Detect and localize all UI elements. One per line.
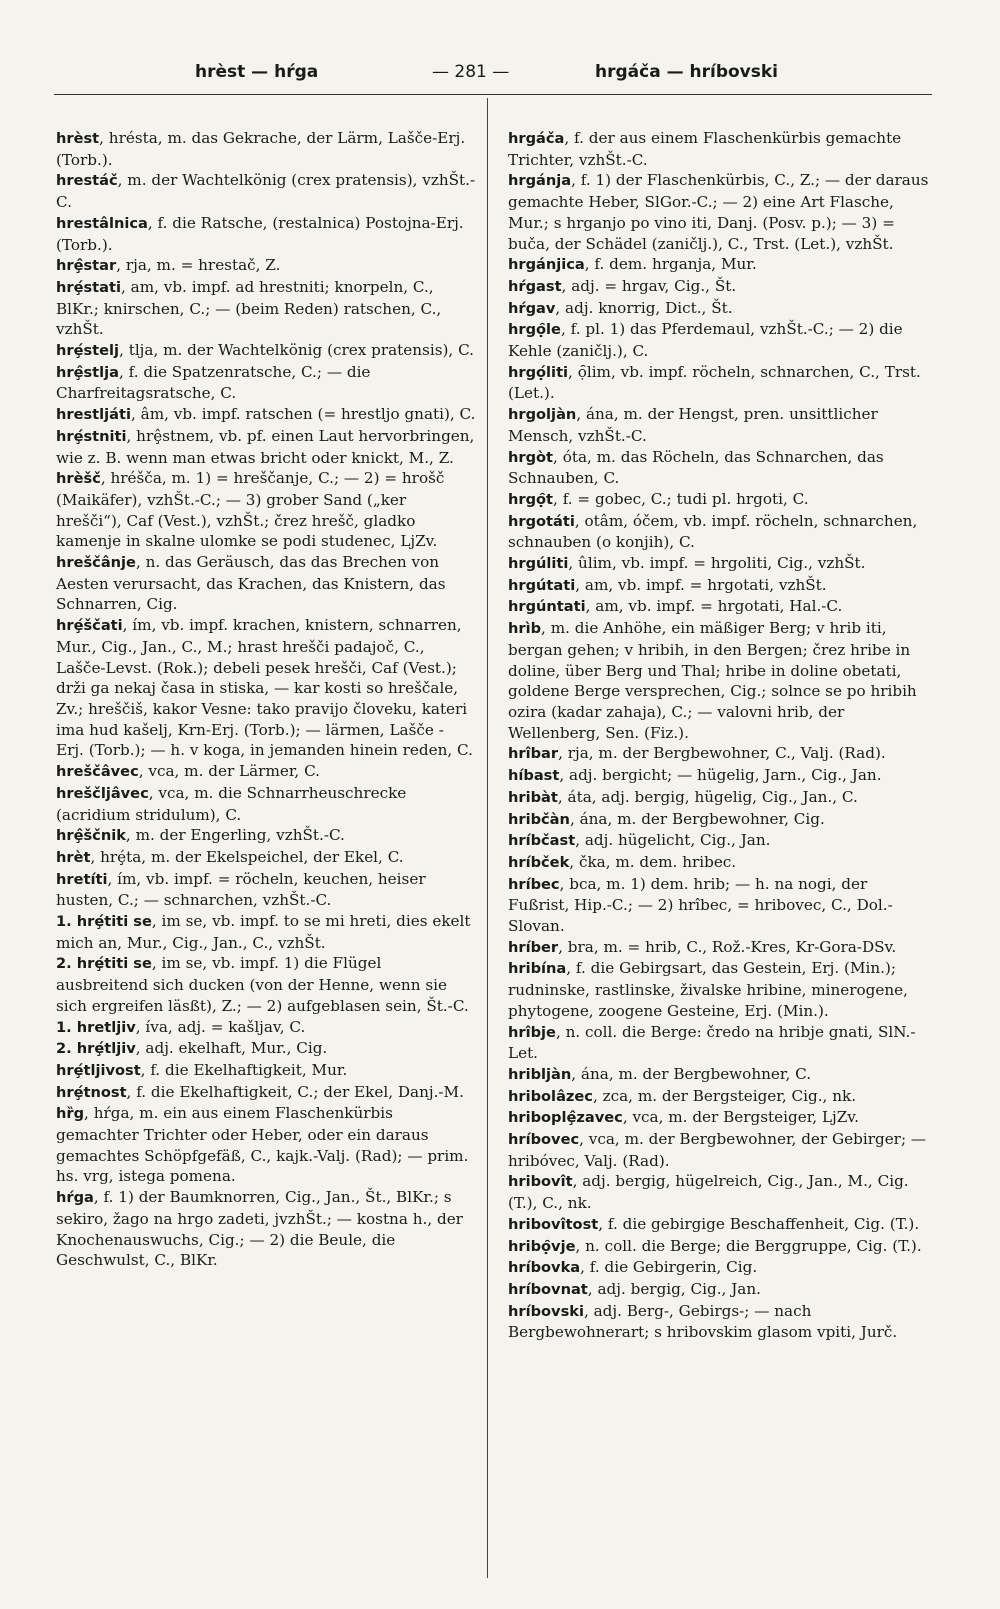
entry-headword: hrèt xyxy=(56,848,91,866)
dictionary-entry xyxy=(56,213,476,255)
entry-headword: hrgọ̑le xyxy=(508,321,561,339)
entry-headword: hríbovec xyxy=(508,1131,580,1149)
entry-definition: , adj. bergig, hügelreich, Cig., Jan., M., Cig. (T.), C., nk. xyxy=(508,1172,909,1213)
entry-headword: hríbčast xyxy=(508,832,576,850)
entry-headword: hribọ̑vje xyxy=(508,1237,576,1255)
dictionary-entry xyxy=(508,874,930,937)
entry-headword: hríbovski xyxy=(508,1302,584,1320)
entry-headword: hretíti xyxy=(56,870,108,888)
entry-headword: hrȩ́tnost xyxy=(56,1083,127,1101)
entry-definition: , hrȩ̂stnem, vb. pf. einen Laut hervorbringen, wie z. B. wenn man etwas bricht oder knickt, M., Z. xyxy=(56,426,475,467)
header-right-range: hrgáča — hríbovski xyxy=(595,62,779,82)
entry-definition: , ọ̑lim, vb. impf. röcheln, schnarchen, C., Trst. (Let.). xyxy=(508,362,921,403)
dictionary-entry xyxy=(56,783,476,825)
entry-headword: hrestáč xyxy=(56,172,118,190)
entry-definition: , am, vb. impf. = hrgotati, Hal.-C. xyxy=(585,597,843,616)
entry-headword: hríber xyxy=(508,938,559,956)
entry-definition: , m. die Anhöhe, ein mäßiger Berg; v hrib iti, bergan gehen; v hribih, in den Bergen; črez hribe in doline, über Berg und Thal; hribe in doline obetati, goldene Berge versprechen, Cig.; solnce se po hribih ozira (kadar zahaja), C.; — valovni hrib, der Wellenberg, Sen. (Fiz.). xyxy=(508,619,917,742)
dictionary-entry xyxy=(508,575,930,597)
dictionary-entry xyxy=(56,825,476,847)
dictionary-entry xyxy=(508,170,930,254)
entry-definition: , m. der Engerling, vzhŠt.-C. xyxy=(125,826,345,845)
entry-definition: , ím, vb. impf. krachen, knistern, schnarren, Mur., Cig., Jan., C., M.; hrast hrešči padajoč, C., Lašče-Levst. (Rok.); debeli pesek hrešči, Caf (Vest.); drži ga nekaj časa in stiska, — kar kosti so hreščale, Zv.; hreščiš, kakor Vesne: tako pravijo človeku, kateri ima hud kašelj, Krn-Erj. (Torb.); — lärmen, Lašče - Erj. (Torb.); — h. v koga, in jemanden hinein reden, C. xyxy=(56,616,473,760)
dictionary-entry xyxy=(56,1017,476,1039)
dictionary-entry xyxy=(56,170,476,212)
dictionary-entry xyxy=(508,404,930,446)
entry-headword: hrgoljàn xyxy=(508,406,577,424)
entry-definition: , adj. hügelicht, Cig., Jan. xyxy=(575,831,771,850)
entry-headword: hribolâzec xyxy=(508,1087,593,1105)
entry-headword: hribovît xyxy=(508,1173,573,1191)
entry-headword: hȑg xyxy=(56,1105,85,1123)
dictionary-entry xyxy=(508,1022,930,1064)
dictionary-entry xyxy=(508,830,930,852)
entry-headword: 1. hrȩ́titi se xyxy=(56,913,152,931)
entry-definition: , adj. knorrig, Dict., Št. xyxy=(555,298,733,317)
dictionary-entry xyxy=(508,1064,930,1086)
entry-definition: , ána, m. der Bergbewohner, C. xyxy=(571,1064,812,1083)
entry-headword: hreščljâvec xyxy=(56,784,149,802)
entry-definition: , im se, vb. impf. to se mi hreti, dies ekelt mich an, Mur., Cig., Jan., C., vzhŠt. xyxy=(56,912,471,952)
dictionary-entry xyxy=(56,1082,476,1104)
entry-headword: hrgáča xyxy=(508,130,565,147)
entry-definition: , âm, vb. impf. ratschen (= hrestljo gnati), C. xyxy=(130,405,476,424)
entry-headword: 1. hretljiv xyxy=(56,1018,136,1036)
entry-definition: , f. 1) der Baumknorren, Cig., Jan., Št., BlKr.; s sekiro, žago na hrgo zadeti, jvzhŠt.; — kostna h., der Knochenauswuchs, Cig.; — 2) die Beule, die Geschwulst, C., BlKr. xyxy=(56,1188,463,1270)
dictionary-entry xyxy=(56,761,476,783)
entry-definition: , adj. bergig, Cig., Jan. xyxy=(587,1279,761,1298)
entry-headword: hriboplȩ̂zavec xyxy=(508,1109,623,1127)
entry-definition: , zca, m. der Bergsteiger, Cig., nk. xyxy=(592,1086,857,1105)
entry-definition: , rja, m. = hrestač, Z. xyxy=(116,256,281,275)
entry-definition: , ím, vb. impf. = röcheln, keuchen, heiser husten, C.; — schnarchen, vzhŠt.-C. xyxy=(56,869,426,910)
dictionary-entry xyxy=(508,1236,930,1258)
entry-headword: 2. hrȩ́tljiv xyxy=(56,1040,136,1058)
entry-definition: , hrȩ́ta, m. der Ekelspeichel, der Ekel, C. xyxy=(90,847,404,866)
entry-headword: hríbec xyxy=(508,875,560,893)
header-left-range: hrèst — hŕga xyxy=(195,62,319,82)
entry-headword: hrestâlnica xyxy=(56,214,148,232)
dictionary-entry xyxy=(508,1257,930,1279)
entry-definition: , hrésta, m. das Gekrache, der Lärm, Lašče-Erj. (Torb.). xyxy=(56,129,466,169)
dictionary-entry xyxy=(508,852,930,874)
dictionary-entry xyxy=(508,596,930,618)
entry-headword: hribàt xyxy=(508,788,558,806)
entry-headword: hríbovnat xyxy=(508,1280,588,1298)
entry-headword: hrîbje xyxy=(508,1023,556,1041)
dictionary-entry xyxy=(508,1301,930,1343)
entry-definition: , áta, adj. bergig, hügelig, Cig., Jan., C. xyxy=(557,787,858,806)
entry-definition: , bra, m. = hrib, C., Rož.-Kres, Kr-Gora-DSv. xyxy=(558,937,897,956)
entry-headword: hrȩ́ščati xyxy=(56,617,123,635)
dictionary-entry xyxy=(56,362,476,404)
entry-definition: , otâm, óčem, vb. impf. röcheln, schnarchen, schnauben (o konjih), C. xyxy=(508,511,918,552)
entry-headword: hrȩ̂star xyxy=(56,257,117,275)
dictionary-entry xyxy=(508,809,930,831)
dictionary-entry xyxy=(56,869,476,911)
dictionary-entry xyxy=(508,1279,930,1301)
entry-headword: hrestljáti xyxy=(56,406,131,424)
entry-definition: , f. dem. hrganja, Mur. xyxy=(584,255,757,274)
entry-headword: hrìb xyxy=(508,620,542,638)
dictionary-entry xyxy=(56,1060,476,1082)
dictionary-entry xyxy=(56,128,476,170)
entry-definition: , tlja, m. der Wachtelkönig (crex pratensis), C. xyxy=(119,341,474,360)
dictionary-entry xyxy=(56,426,476,468)
entry-headword: hreščânje xyxy=(56,554,136,572)
entry-headword: hríbček xyxy=(508,853,570,871)
page-number: — 281 — xyxy=(432,62,510,82)
entry-headword: hribína xyxy=(508,960,567,978)
entry-definition: , am, vb. impf. ad hrestniti; knorpeln, C., BlKr.; knirschen, C.; — (beim Reden) ratschen, C., vzhŠt. xyxy=(56,277,442,339)
entry-headword: hrgúliti xyxy=(508,555,569,573)
entry-headword: hrȩ̂ščnik xyxy=(56,827,126,845)
right-column xyxy=(508,128,930,1343)
entry-definition: , n. coll. die Berge: čredo na hribje gnati, SlN.-Let. xyxy=(508,1022,916,1063)
running-header xyxy=(0,58,1000,88)
dictionary-entry xyxy=(508,319,930,361)
entry-definition: , f. die Gebirgsart, das Gestein, Erj. (Min.); rudninske, rastlinske, živalske hribine, minerogene, phytogene, zoogene Gesteine, Erj. (Min.). xyxy=(508,959,908,1020)
dictionary-entry xyxy=(508,298,930,320)
entry-definition: , f. die Spatzenratsche, C.; — die Charfreitagsratsche, C. xyxy=(56,362,371,403)
dictionary-entry xyxy=(508,276,930,298)
entry-headword: hribčàn xyxy=(508,810,570,828)
entry-headword: hrgánja xyxy=(508,172,572,190)
entry-definition: , m. der Wachtelkönig (crex pratensis), vzhŠt.-C. xyxy=(56,171,476,212)
entry-definition: , n. das Geräusch, das das Brechen von Aesten verursacht, das Krachen, das Knistern, das Schnarren, Cig. xyxy=(56,553,446,614)
dictionary-entry xyxy=(508,511,930,553)
entry-definition: , am, vb. impf. = hrgotati, vzhŠt. xyxy=(575,575,827,594)
entry-headword: hrgúntati xyxy=(508,598,586,616)
entry-definition: , bca, m. 1) dem. hrib; — h. na nogi, der Fußrist, Hip.-C.; — 2) hrîbec, = hribovec, C., Dol.-Slovan. xyxy=(508,874,893,936)
entry-headword: hrȩ́stelj xyxy=(56,342,120,360)
entry-headword: híbast xyxy=(508,767,560,785)
entry-definition: , f. = gobec, C.; tudi pl. hrgoti, C. xyxy=(553,489,809,508)
entry-definition: , im se, vb. impf. 1) die Flügel ausbreitend sich ducken (von der Henne, wenn sie sich ergreifen läsßt), Z.; — 2) aufgeblasen sein, Št.-C. xyxy=(56,954,469,1015)
entry-headword: hrȩ́stniti xyxy=(56,427,127,445)
entry-definition: , adj. bergicht; — hügelig, Jarn., Cig., Jan. xyxy=(559,766,882,785)
entry-headword: hŕgast xyxy=(508,277,562,295)
entry-definition: , hréšča, m. 1) = hreščanje, C.; — 2) = hrošč (Maikäfer), vzhŠt.-C.; — 3) grober Sand („ker hrešči“), Caf (Vest.), vzhŠt.; črez hrešč, gladko kamenje in skalne ulomke se podi studenec, LjZv. xyxy=(56,469,445,551)
dictionary-entry xyxy=(56,255,476,277)
dictionary-entry xyxy=(508,1129,930,1171)
dictionary-entry xyxy=(56,468,476,552)
dictionary-entry xyxy=(56,1103,476,1187)
dictionary-entry xyxy=(508,447,930,489)
entry-definition: , íva, adj. = kašljav, C. xyxy=(135,1017,306,1036)
dictionary-entry xyxy=(56,847,476,869)
entry-headword: hrgọ́liti xyxy=(508,363,569,381)
entry-definition: , f. pl. 1) das Pferdemaul, vzhŠt.-C.; — 2) die Kehle (zaničlj.), C. xyxy=(508,320,903,361)
entry-definition: , f. die Gebirgerin, Cig. xyxy=(580,1258,758,1277)
entry-definition: , ûlim, vb. impf. = hrgoliti, Cig., vzhŠt. xyxy=(568,554,866,573)
entry-headword: hrèst xyxy=(56,130,100,147)
entry-headword: hrȩ́stati xyxy=(56,278,121,296)
dictionary-entry xyxy=(56,615,476,761)
entry-headword: 2. hrȩ́titi se xyxy=(56,955,152,973)
dictionary-entry xyxy=(508,1171,930,1213)
entry-definition: , f. die Ratsche, (restalnica) Postojna-Erj. (Torb.). xyxy=(56,213,464,254)
dictionary-entry xyxy=(56,277,476,340)
entry-headword: hrȩ̂stlja xyxy=(56,363,119,381)
entry-definition: , čka, m. dem. hribec. xyxy=(569,852,737,871)
dictionary-entry xyxy=(508,618,930,743)
entry-definition: , ána, m. der Hengst, pren. unsittlicher Mensch, vzhŠt.-C. xyxy=(508,405,878,445)
dictionary-entry xyxy=(56,1038,476,1060)
entry-headword: hribljàn xyxy=(508,1065,572,1083)
column-divider xyxy=(487,98,488,1578)
entry-headword: hreščâvec xyxy=(56,763,139,781)
dictionary-entry xyxy=(56,404,476,426)
dictionary-entry xyxy=(508,958,930,1021)
dictionary-entry xyxy=(508,362,930,404)
entry-headword: hŕgav xyxy=(508,299,556,317)
dictionary-entry xyxy=(56,953,476,1016)
entry-definition: , f. der aus einem Flaschenkürbis gemachte Trichter, vzhŠt.-C. xyxy=(508,129,902,169)
dictionary-entry xyxy=(56,1187,476,1271)
entry-definition: , vca, m. der Lärmer, C. xyxy=(138,762,320,781)
entry-headword: hrèšč xyxy=(56,470,101,488)
entry-definition: , f. die gebirgige Beschaffenheit, Cig. (T.). xyxy=(598,1214,920,1233)
entry-headword: hŕga xyxy=(56,1189,94,1207)
entry-headword: hrgánjica xyxy=(508,256,585,274)
dictionary-entry xyxy=(508,765,930,787)
entry-headword: hrgútati xyxy=(508,576,576,594)
header-rule xyxy=(54,94,932,95)
dictionary-entry xyxy=(508,553,930,575)
dictionary-entry xyxy=(508,1107,930,1129)
dictionary-entry xyxy=(508,937,930,959)
entry-definition: , vca, m. der Bergbewohner, der Gebirger; — hribóvec, Valj. (Rad). xyxy=(508,1130,927,1170)
dictionary-entry xyxy=(56,552,476,615)
entry-definition: , adj. Berg-, Gebirgs-; — nach Bergbewohnerart; s hribovskim glasom vpiti, Jurč. xyxy=(508,1301,898,1342)
entry-definition: , adj. = hrgav, Cig., Št. xyxy=(561,276,737,295)
entry-definition: , óta, m. das Röcheln, das Schnarchen, das Schnauben, C. xyxy=(508,447,884,488)
entry-definition: , adj. ekelhaft, Mur., Cig. xyxy=(135,1039,328,1058)
entry-definition: , rja, m. der Bergbewohner, C., Valj. (Rad). xyxy=(558,744,886,763)
entry-definition: , hŕga, m. ein aus einem Flaschenkürbis gemachter Trichter oder Heber, oder ein daraus gemachtes Schöpfgefäß, C., kajk.-Valj. (Rad); — prim. hs. vrg, istega pomena. xyxy=(56,1104,469,1186)
left-column xyxy=(56,128,476,1271)
entry-headword: hrȩ́tljivost xyxy=(56,1061,141,1079)
dictionary-entry xyxy=(56,340,476,362)
dictionary-entry xyxy=(508,1214,930,1236)
dictionary-entry xyxy=(508,743,930,765)
entry-definition: , n. coll. die Berge; die Berggruppe, Cig. (T.). xyxy=(575,1236,922,1255)
dictionary-entry xyxy=(508,128,930,170)
entry-definition: , vca, m. der Bergsteiger, LjZv. xyxy=(622,1108,859,1127)
dictionary-entry xyxy=(508,254,930,276)
dictionary-entry xyxy=(56,911,476,953)
entry-definition: , f. 1) der Flaschenkürbis, C., Z.; — der daraus gemachte Heber, SlGor.-C.; — 2) eine Art Flasche, Mur.; s hrganjo po vino iti, Danj. (Posv. p.); — 3) = buča, der Schädel (zaničlj.), C., Trst. (Let.), vzhŠt. xyxy=(508,171,929,253)
entry-headword: hrgotáti xyxy=(508,512,575,530)
entry-headword: hrgọ̑t xyxy=(508,490,554,508)
entry-definition: , ána, m. der Bergbewohner, Cig. xyxy=(569,809,825,828)
entry-headword: hríbovka xyxy=(508,1259,581,1277)
entry-definition: , vca, m. die Schnarrheuschrecke (acridium stridulum), C. xyxy=(56,783,407,824)
dictionary-entry xyxy=(508,489,930,511)
entry-headword: hrîbar xyxy=(508,745,559,763)
dictionary-entry xyxy=(508,1086,930,1108)
entry-definition: , f. die Ekelhaftigkeit, C.; der Ekel, Danj.-M. xyxy=(126,1082,464,1101)
entry-definition: , f. die Ekelhaftigkeit, Mur. xyxy=(140,1060,348,1079)
dictionary-entry xyxy=(508,787,930,809)
entry-headword: hribovîtost xyxy=(508,1215,599,1233)
entry-headword: hrgòt xyxy=(508,448,554,466)
